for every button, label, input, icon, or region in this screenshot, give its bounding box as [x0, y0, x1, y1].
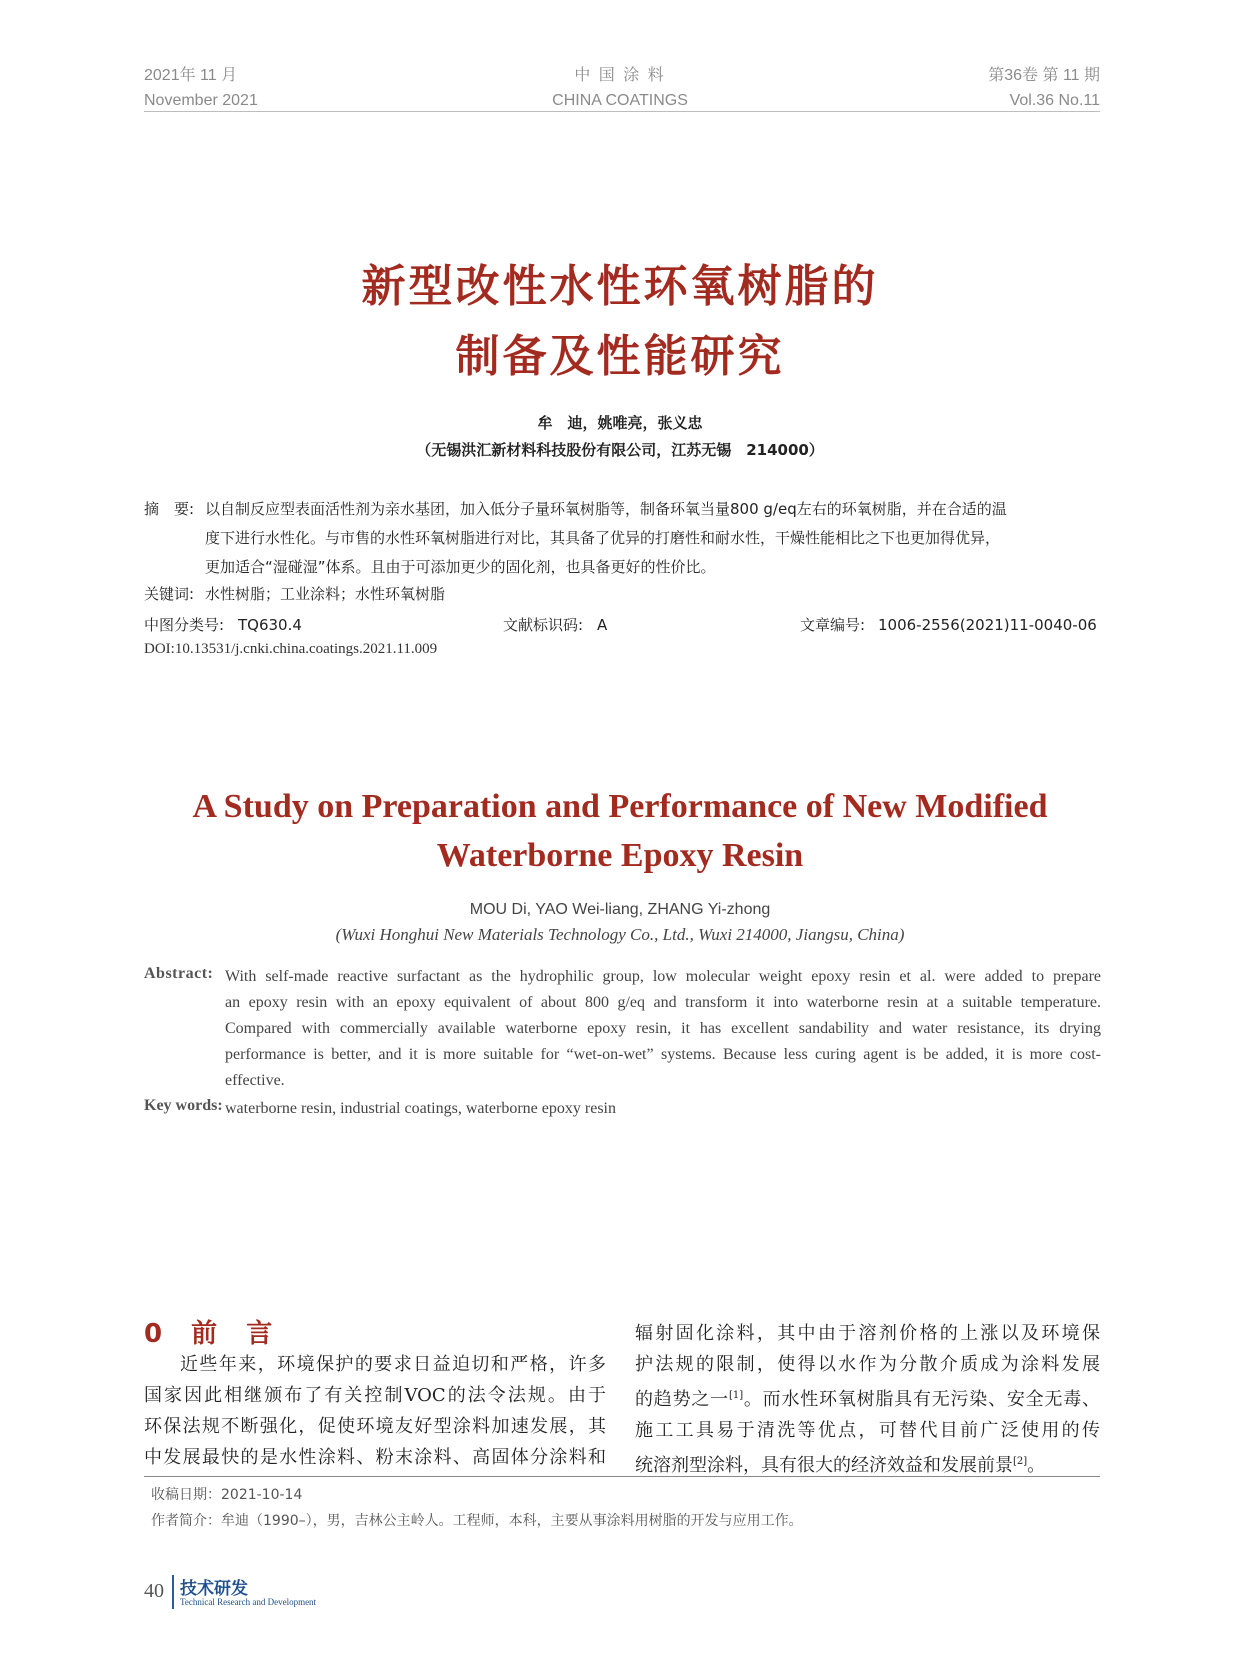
abstract-en-line1: With self-made reactive surfactant as the hydrophilic group, low molecular weight epoxy resin et al. were added to prepare: [225, 968, 1101, 985]
footnote-rule: [144, 1476, 1100, 1477]
left-line-4: 中发展最快的是水性涂料、粉末涂料、高固体分涂料和: [144, 1447, 606, 1468]
title-en-line1: A Study on Preparation and Performance of New Modified: [192, 788, 1048, 825]
doc-code-label: 文献标识码:: [503, 616, 584, 634]
left-line-1: 近些年来，环境保护的要求日益迫切和严格，许多: [180, 1354, 606, 1375]
doi: DOI:10.13531/j.cnki.china.coatings.2021.11.009: [144, 641, 438, 657]
title-cn-line1: 新型改性水性环氧树脂的: [361, 261, 879, 312]
right-line-3b: 。而水性环氧树脂具有无污染、安全无毒、: [743, 1389, 1101, 1410]
footer-section-cn: 技术研发: [180, 1579, 248, 1599]
abstract-en-label: Abstract:: [144, 965, 214, 982]
abstract-en-line3: Compared with commercially available waterborne epoxy resin, it has excellent sandability and water resistance, its drying: [225, 1020, 1101, 1037]
affiliation-en: (Wuxi Honghui New Materials Technology Co., Ltd., Wuxi 214000, Jiangsu, China): [335, 925, 905, 944]
section-right-column: [635, 1318, 1100, 1481]
abstract-cn-label: 摘 要:: [144, 500, 195, 518]
right-line-2: 护法规的限制，使得以水作为分散介质成为涂料发展: [635, 1354, 1100, 1375]
title-en-line2: Waterborne Epoxy Resin: [436, 837, 804, 874]
authors-en: MOU Di, YAO Wei-liang, ZHANG Yi-zhong: [469, 901, 771, 918]
keywords-cn-value: 水性树脂；工业涂料；水性环氧树脂: [205, 585, 446, 603]
section-heading: 0 前 言: [144, 1319, 283, 1349]
header-rule: [144, 111, 1100, 112]
right-line-3a: 的趋势之一: [635, 1389, 729, 1410]
header-journal-cn: 中 国 涂 料: [574, 67, 666, 84]
keywords-en-value: waterborne resin, industrial coatings, waterborne epoxy resin: [225, 1100, 616, 1117]
right-line-3: [635, 1380, 1100, 1415]
page-number: 40: [144, 1580, 164, 1602]
abstract-en-line2: an epoxy resin with an epoxy equivalent of about 800 g/eq and transform it into waterborne resin at a suitable temperature.: [225, 994, 1101, 1011]
footer-divider: [172, 1575, 174, 1609]
article-no-value: 1006-2556(2021)11-0040-06: [878, 616, 1097, 634]
section-left-column: [144, 1349, 606, 1473]
affiliation-cn: （无锡洪汇新材料科技股份有限公司，江苏无锡 214000）: [416, 441, 824, 459]
header-journal-en: CHINA COATINGS: [552, 92, 688, 109]
article-no-label: 文章编号:: [800, 616, 866, 634]
keywords-en-label: Key words:: [144, 1097, 223, 1114]
abstract-en-line5: effective.: [225, 1072, 285, 1089]
keywords-cn-label: 关键词:: [144, 585, 195, 603]
header-volume-en: Vol.36 No.11: [1009, 92, 1100, 109]
clc-value: TQ630.4: [238, 616, 302, 634]
abstract-cn-line2: 度下进行水性化。与市售的水性环氧树脂进行对比，其具备了优异的打磨性和耐水性，干燥性能相比之下也更加得优异，: [205, 529, 1001, 547]
left-line-2: 国家因此相继颁布了有关控制VOC的法令法规。由于: [144, 1385, 606, 1406]
title-cn-line2: 制备及性能研究: [455, 331, 785, 382]
right-line-5b: 。: [1027, 1455, 1046, 1476]
clc-label: 中图分类号:: [144, 616, 225, 634]
header-volume-cn: 第36卷 第 11 期: [988, 67, 1100, 84]
right-line-4: 施工工具易于清洗等优点，可替代目前广泛使用的传: [635, 1420, 1100, 1441]
authors-cn: 牟 迪，姚唯亮，张义忠: [537, 414, 703, 432]
abstract-cn-line3: 更加适合“湿碰湿”体系。且由于可添加更少的固化剂，也具备更好的性价比。: [205, 558, 716, 576]
received-date: 收稿日期：2021-10-14: [151, 1487, 303, 1503]
doc-code-value: A: [597, 616, 608, 634]
author-bio: 作者简介：牟迪（1990–），男，吉林公主岭人。工程师，本科，主要从事涂料用树脂的开发与应用工作。: [151, 1513, 803, 1529]
abstract-cn-line1: 以自制反应型表面活性剂为亲水基团，加入低分子量环氧树脂等，制备环氧当量800 g/eq左右的环氧树脂，并在合适的温: [205, 500, 1007, 518]
footer-section-en: Technical Research and Development: [180, 1597, 317, 1607]
citation-1[interactable]: [1]: [728, 1390, 744, 1401]
citation-2[interactable]: [2]: [1013, 1456, 1028, 1467]
right-line-5a: 统溶剂型涂料，具有很大的经济效益和发展前景: [635, 1455, 1013, 1476]
left-line-3: 环保法规不断强化，促使环境友好型涂料加速发展，其: [144, 1416, 606, 1437]
abstract-en-line4: performance is better, and it is more suitable for “wet-on-wet” systems. Because less curing agent is be added, it is more cost-: [225, 1046, 1101, 1063]
header-date-cn: 2021年 11 月: [144, 67, 238, 84]
header-date-en: November 2021: [144, 92, 258, 109]
right-line-1: 辐射固化涂料，其中由于溶剂价格的上涨以及环境保: [635, 1323, 1100, 1344]
